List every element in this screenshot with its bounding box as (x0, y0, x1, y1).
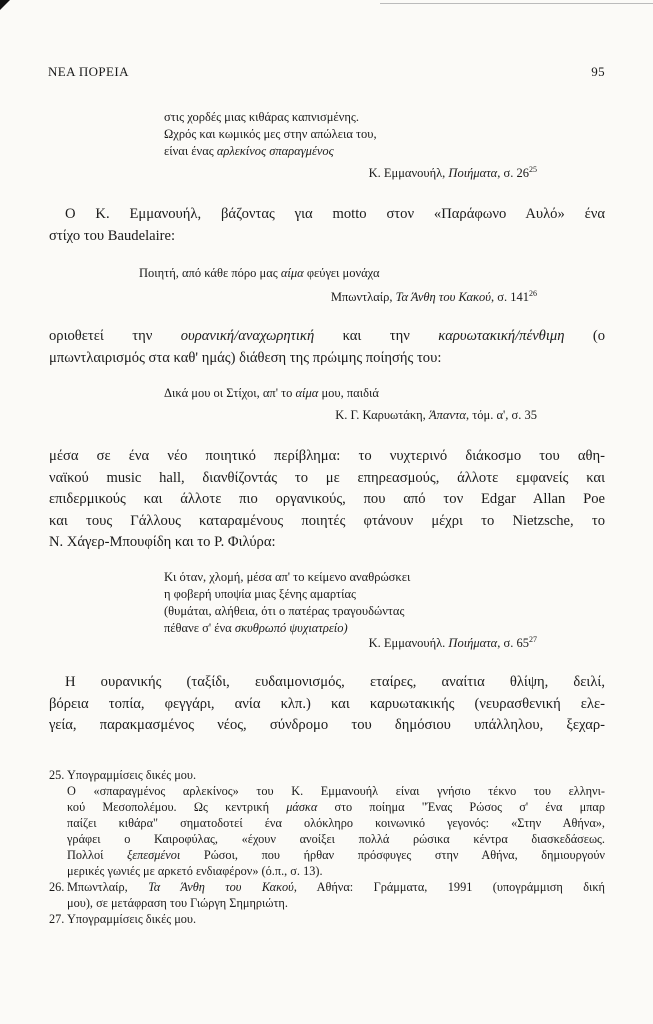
body-paragraph-2 (49, 326, 605, 369)
footnote-26 (49, 879, 605, 911)
verse-line: πέθανε σ' ένα σκυθρωπό ψυχιατρείο) (164, 621, 348, 635)
text-line: μέσα σε ένα νέο ποιητικό περίβλημα: το νυχτερινό διάκοσμο του αθη- (49, 448, 605, 464)
footnote-27 (49, 911, 605, 927)
text-line: οριοθετεί την ουρανική/αναχωρητική και την καρυωτακική/πένθιμη (ο (49, 328, 606, 344)
footnote-line: Υπογραμμίσεις δικές μου. (67, 768, 197, 782)
footnote-line: μερικές γωνιές με αρκετό ενδιαφέρον» (ό.π., σ. 13). (67, 864, 323, 878)
footnote-line: κού Μεσοπολέμου. Ως κεντρική μάσκα στο ποίημα "Ένας Ρώσος σ' ένα μπαρ (67, 800, 606, 814)
footnote-line: μου), σε μετάφραση του Γιώργη Σημηριώτη. (67, 896, 288, 910)
text-line: Η ουρανικής (ταξίδι, ευδαιμονισμός, εταίρες, αναίτια θλίψη, δειλί, (65, 674, 605, 690)
footnote-line: Μπωντλαίρ, Τα Άνθη του Κακού, Αθήνα: Γράμματα, 1991 (υπογράμμιση δική (67, 880, 605, 894)
text-line: Ν. Χάγερ-Μπουφίδη και το Ρ. Φιλύρα: (49, 534, 276, 550)
footnote-line: Υπογραμμίσεις δικές μου. (67, 912, 197, 926)
running-title: ΝΕΑ ΠΟΡΕΙΑ (48, 64, 129, 79)
text-line: ναϊκού music hall, διανθίζοντάς το με επηρεασμούς, άλλοτε εμφανείς και (49, 469, 605, 486)
text-line: και τους Γάλλους καταραμένους ποιητές φτάνουν μέχρι το Nietzsche, το (49, 512, 605, 529)
verse-line: Ποιητή, από κάθε πόρο μας αίμα φεύγει μονάχα (139, 266, 380, 280)
text-line: επιδερμικούς και άλλοτε πιο οργανικούς, που από τον Edgar Allan Poe (49, 491, 605, 507)
verse-line: είναι ένας αρλεκίνος σπαραγμένος (164, 144, 334, 158)
footnote-line: παίζει κιθάρα" σηματοδοτεί ένα ολόκληρο κοινωνικό γεγονός: «Στην Αθήνα», (67, 816, 605, 830)
footnote-ref-27: 27 (529, 635, 537, 644)
page-number: 95 (591, 64, 605, 79)
body-paragraph-3 (49, 446, 605, 554)
text-line: Ο Κ. Εμμανουήλ, βάζοντας για motto στον «Παράφωνο Αυλό» ένα (65, 206, 605, 222)
footnote-number: 25. (49, 768, 65, 782)
verse-line: Κι όταν, χλομή, μέσα απ' το κείμενο αναθρώσκει (164, 570, 411, 584)
text-line: μπωντλαιρισμός στα καθ' ημάς) διάθεση της πρώιμης ποίησής του: (49, 349, 442, 366)
quote-attribution-4: Κ. Εμμανουήλ. Ποιήματα, σ. $65^{27}$ (368, 635, 537, 650)
body-paragraph-4 (49, 672, 605, 737)
footnote-number: 26. (49, 880, 65, 894)
scan-edge-line (380, 3, 653, 4)
verse-line: Ωχρός και κωμικός μες στην απώλεια του, (164, 127, 377, 141)
footnotes (49, 767, 605, 927)
quote-attribution-1: Κ. Εμμανουήλ, Ποιήματα, σ. $26^{25}$ (368, 165, 537, 180)
footnote-line: Πολλοί ξεπεσμένοι Ρώσοι, που ήρθαν πρόσφυγες στην Αθήνα, δημιουργούν (67, 848, 605, 862)
quote-attribution-2: Μπωντλαίρ, Τα Άνθη του Κακού, σ. $141^{26}$ (330, 289, 537, 304)
verse-line: Δικά μου οι Στίχοι, απ' το αίμα μου, παιδιά (164, 386, 379, 400)
verse-quote-4 (164, 569, 410, 637)
text-line: γεία, παρακμασμένος νέος, σύνδρομο του δημόσιου υπάλληλου, ξεχαρ- (49, 717, 605, 733)
body-paragraph-1 (49, 204, 605, 247)
verse-quote-3 (164, 385, 379, 402)
verse-line: στις χορδές μιας κιθάρας καπνισμένης. (164, 110, 359, 124)
quote-attribution-3: Κ. Γ. Καρυωτάκη, Άπαντα, τόμ. α', σ. 35 (335, 408, 537, 422)
verse-quote-1 (164, 109, 377, 160)
footnote-line: Ο «σπαραγμένος αρλεκίνος» του Κ. Εμμανουήλ είναι γνήσιο τέκνο του ελληνι- (67, 784, 605, 798)
text-line: βόρεια τοπία, φεγγάρι, ανία κλπ.) και καρυωτακικής (νευρασθενική ελε- (49, 695, 605, 712)
verse-line: (θυμάται, αλήθεια, ότι ο πατέρας τραγουδώντας (164, 604, 405, 618)
footnote-ref-26: 26 (529, 289, 537, 298)
text-line: στίχο του Baudelaire: (49, 227, 176, 244)
footnote-number: 27. (49, 912, 65, 926)
footnote-ref-25: 25 (529, 165, 537, 174)
verse-line: η φοβερή υποψία μιας ξένης αμαρτίας (164, 587, 356, 601)
footnote-25 (49, 767, 605, 879)
footnote-line: γράφει ο Καιροφύλας, «έχουν ανοίξει πολλά ρώσικα κέντρα διασκεδάσεως. (67, 832, 605, 846)
page-header (48, 64, 605, 84)
verse-quote-2 (139, 265, 380, 282)
page-corner-mark (0, 0, 10, 10)
